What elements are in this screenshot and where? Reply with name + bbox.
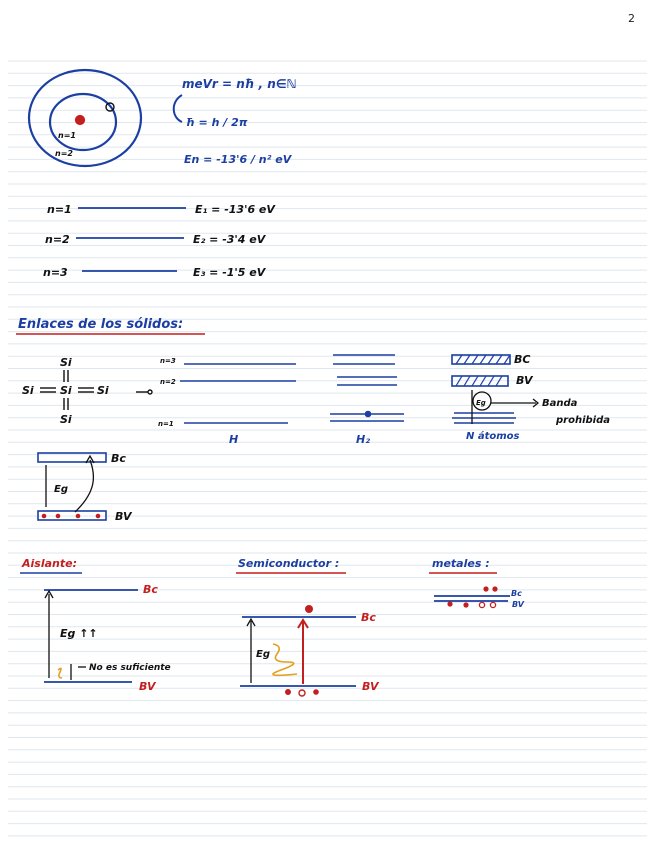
label-bv: BV — [516, 374, 533, 387]
angular-momentum-eq: meVr = nħ , n∈ℕ — [182, 77, 297, 91]
shell-label-n1: n=1 — [58, 131, 76, 140]
small-eg-label: Eg — [54, 484, 68, 495]
level-energy: E₁ = -13'6 eV — [195, 203, 275, 216]
semiconductor-title: Semiconductor : — [238, 557, 340, 570]
svg-text:Si: Si — [22, 384, 34, 397]
silicon-bonds — [40, 370, 152, 410]
small-bc-label: Bc — [111, 452, 126, 465]
level-n-label: n=3 — [43, 266, 68, 279]
level-energy: E₃ = -1'5 eV — [193, 266, 266, 279]
ruled-lines — [8, 61, 647, 836]
small-bv-label: BV — [115, 510, 132, 523]
page-number: 2 — [628, 12, 635, 25]
aislante-note: No es suficiente — [89, 663, 171, 673]
aislante-bc: Bc — [143, 583, 158, 596]
silicon-bond-diagram — [22, 356, 109, 426]
label-h: H — [229, 433, 239, 446]
level-n-label: n=1 — [47, 203, 72, 216]
level-n-label: n=2 — [45, 233, 70, 246]
semiconductor-eg: Eg — [256, 649, 270, 660]
hbar-arrow — [174, 95, 182, 122]
svg-text:Si: Si — [60, 356, 72, 369]
energy-level-list — [43, 203, 276, 279]
energy-formula: En = -13'6 / n² eV — [184, 153, 292, 166]
svg-text:Si: Si — [60, 384, 72, 397]
metales-bc: Bc — [511, 589, 522, 598]
svg-text:Si: Si — [97, 384, 109, 397]
aislante-bv: BV — [139, 680, 156, 693]
metales-title: metales : — [432, 557, 490, 570]
aislante-title: Aislante: — [22, 557, 77, 570]
aislante-eg: Eg ↑↑ — [60, 627, 98, 640]
hydrogen-levels — [158, 357, 296, 446]
shell-label-n2: n=2 — [55, 149, 73, 158]
metales-bv: BV — [512, 600, 524, 609]
n1-label: n=1 — [158, 420, 174, 428]
n2-label: n=2 — [160, 378, 176, 386]
label-bc: BC — [514, 353, 531, 366]
label-eg: Eg — [476, 399, 486, 407]
bohr-atom-diagram — [29, 70, 141, 166]
semiconductor-bc: Bc — [361, 611, 376, 624]
band-gap-sketch — [38, 453, 106, 520]
label-prohibida: prohibida — [556, 415, 610, 426]
semiconductor-bv: BV — [362, 680, 379, 693]
level-energy: E₂ = -3'4 eV — [193, 233, 266, 246]
label-h2: H₂ — [356, 433, 371, 446]
n3-label: n=3 — [160, 357, 176, 365]
svg-text:Si: Si — [60, 413, 72, 426]
hbar-definition: ħ = h / 2π — [186, 116, 248, 129]
label-banda: Banda — [542, 398, 578, 409]
label-n-atomos: N átomos — [466, 431, 520, 442]
section-heading-solids: Enlaces de los sólidos: — [18, 317, 184, 332]
h2-levels — [330, 355, 404, 421]
